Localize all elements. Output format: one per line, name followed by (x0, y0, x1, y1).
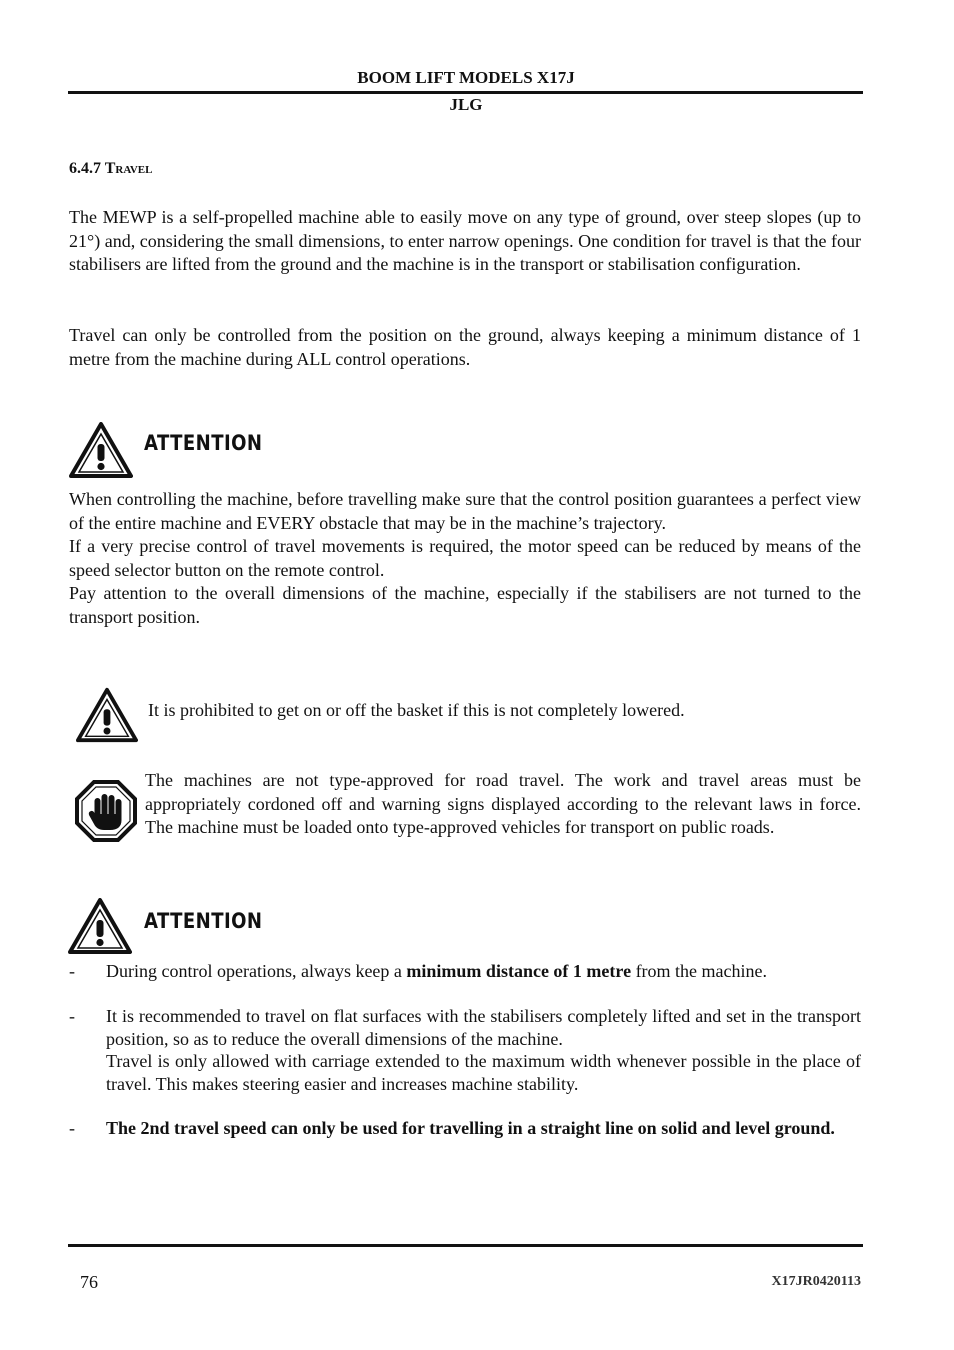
stop-hand-icon (75, 780, 137, 847)
attention-label-2: ATTENTION (144, 909, 263, 933)
header-title: BOOM LIFT MODELS X17J (357, 68, 575, 87)
section-title: ravel (115, 160, 153, 177)
attention-1-line-1: When controlling the machine, before travelling make sure that the control position guarantees a perfect view of the entire machine and EVERY obstacle that may be in the machine’s trajectory. (69, 489, 861, 533)
attention-1-line-3: Pay attention to the overall dimensions of the machine, especially if the stabilisers are not turned to the transport position. (69, 583, 861, 627)
warning-triangle-icon (68, 898, 132, 959)
header-rule (68, 91, 863, 94)
attention-2-bullet-2: - It is recommended to travel on flat surfaces with the stabilisers completely lifted and set in the transport position, so as to reduce the overall dimensions of the machine. Travel is only allowed with carriage extended to the maximum width whenever possible in the place of travel. This makes steering easier and increases machine stability. (69, 1006, 861, 1094)
section-number: 6.4.7 T (69, 160, 116, 177)
attention-2-bullet-2-continuation: Travel is only allowed with carriage extended to the maximum width whenever possible in the place of travel. This makes steering easier and increases machine stability. (106, 1051, 861, 1094)
basket-warning-text: It is prohibited to get on or off the basket if this is not completely lowered. (148, 700, 685, 720)
bullet-dash: - (69, 961, 75, 981)
intro-paragraph-1: The MEWP is a self-propelled machine able to easily move on any type of ground, over steep slopes (up to 21°) and, considering the small dimensions, to enter narrow openings. One condition for travel is that the four stabilisers are lifted from the ground and the machine is in the transport or stabilisation configuration. (69, 207, 861, 274)
document-code: X17JR0420113 (771, 1274, 861, 1289)
section-heading (69, 160, 152, 178)
warning-triangle-icon (69, 422, 133, 483)
attention-2-bullet-1: - During control operations, always keep a minimum distance of 1 metre from the machine. (69, 961, 768, 981)
bullet-dash: - (69, 1118, 75, 1138)
stop-note-text: The machines are not type-approved for road travel. The work and travel areas must be appropriately cordoned off and warning signs displayed according to the relevant laws in force. The machine must be loaded onto type-approved vehicles for transport on public roads. (145, 770, 861, 837)
warning-triangle-icon (76, 687, 138, 748)
bullet-dash: - (69, 1006, 75, 1026)
attention-2-bullet-3: - The 2nd travel speed can only be used for travelling in a straight line on solid and level ground. (69, 1118, 835, 1138)
page-number: 76 (80, 1272, 98, 1292)
footer-rule (68, 1244, 863, 1247)
intro-paragraph-2: Travel can only be controlled from the position on the ground, always keeping a minimum distance of 1 metre from the machine during ALL control operations. (69, 325, 861, 369)
header-brand: JLG (449, 95, 483, 114)
attention-label-1: ATTENTION (144, 431, 263, 455)
attention-1-text (69, 488, 861, 629)
attention-1-line-2: If a very precise control of travel movements is required, the motor speed can be reduced by means of the speed selector button on the remote control. (69, 536, 861, 580)
